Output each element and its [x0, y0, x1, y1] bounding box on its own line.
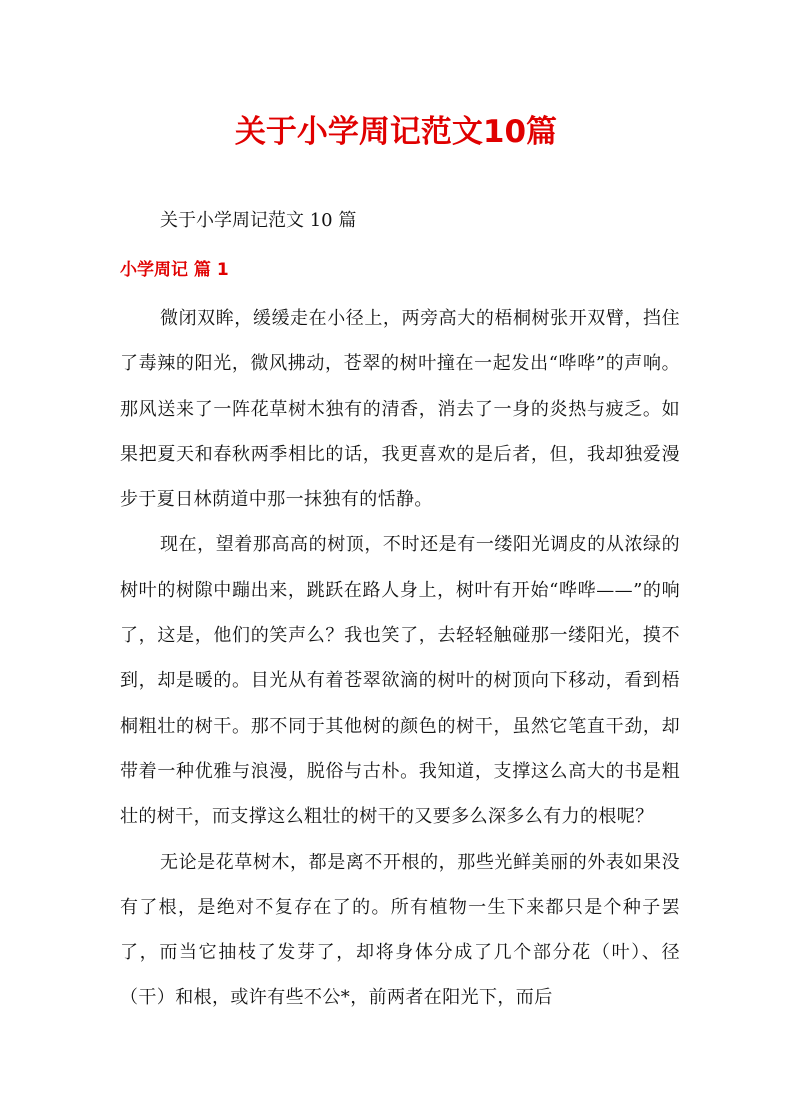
section-heading: 小学周记 篇 1 [120, 260, 229, 280]
body-text [120, 296, 680, 1021]
paragraph-2: 现在，望着那高高的树顶，不时还是有一缕阳光调皮的从浓绿的树叶的树隙中蹦出来，跳跃在路人身上，树叶有开始“哗哗——”的响了，这是，他们的笑声么？我也笑了，去轻轻触碰那一缕阳光，摸不到，却是暖的。目光从有着苍翠欲滴的树叶的树顶向下移动，看到梧桐粗壮的树干。那不同于其他树的颜色的树干，虽然它笔直干劲，却带着一种优雅与浪漫，脱俗与古朴。我知道，支撑这么高大的书是粗壮的树干，而支撑这么粗壮的树干的又要多么深多么有力的根呢？ [120, 534, 680, 828]
paragraph-3: 无论是花草树木，都是离不开根的，那些光鲜美丽的外表如果没有了根，是绝对不复存在了的。所有植物一生下来都只是个种子罢了，而当它抽枝了发芽了，却将身体分成了几个部分花（叶）、径（干）和根，或许有些不公*，前两者在阳光下，而后 [120, 851, 680, 1009]
document-subtitle: 关于小学周记范文 10 篇 [160, 210, 357, 231]
document-title: 关于小学周记范文10篇 [234, 114, 558, 150]
paragraph-1: 微闭双眸，缓缓走在小径上，两旁高大的梧桐树张开双臂，挡住了毒辣的阳光，微风拂动，苍翠的树叶撞在一起发出“哗哗”的声响。那风送来了一阵花草树木独有的清香，消去了一身的炎热与疲乏。如果把夏天和春秋两季相比的话，我更喜欢的是后者，但，我却独爱漫步于夏日林荫道中那一抹独有的恬静。 [120, 308, 680, 511]
